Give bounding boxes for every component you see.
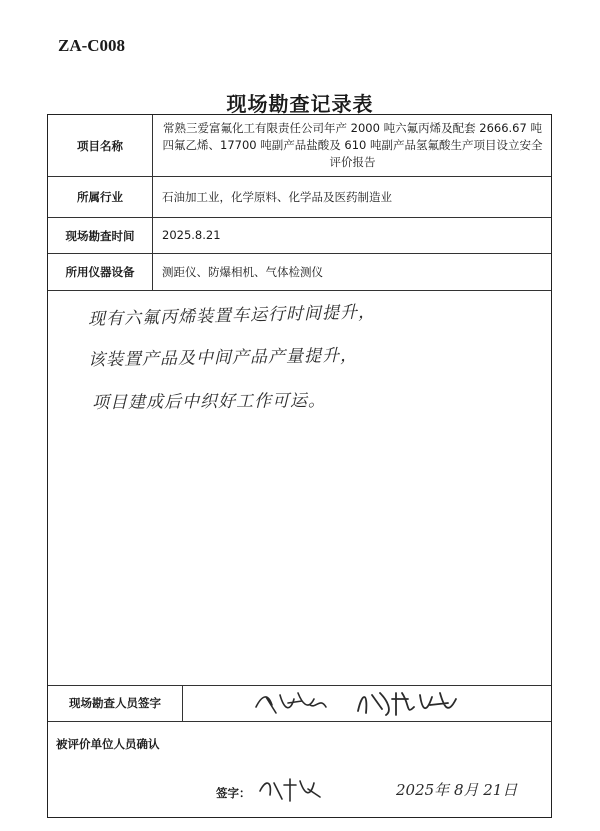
handwritten-note-line: 项目建成后中织好工作可运。: [91, 390, 327, 414]
handwritten-notes-area: [48, 291, 551, 686]
table-row-industry: [48, 177, 551, 218]
confirmation-label: 被评价单位人员确认: [56, 737, 160, 751]
project-name-value: 常熟三爱富氟化工有限责任公司年产 2000 吨六氟丙烯及配套 2666.67 吨四氟乙烯、17700 吨副产品盐酸及 610 吨副产品氢氟酸生产项目设立安全评价报告: [162, 121, 543, 169]
handwritten-note-line: 该装置产品及中间产品产量提升，: [87, 345, 359, 371]
surveyor-signature-row: [48, 685, 551, 722]
project-name-label: 项目名称: [48, 115, 153, 176]
handwritten-signature-1: [250, 685, 340, 719]
confirmation-date: 2025年 8月 21日: [396, 781, 518, 799]
confirmation-section: [48, 721, 551, 817]
document-code: ZA-C008: [58, 36, 126, 55]
equipment-label: 所用仪器设备: [48, 254, 153, 290]
survey-time-label: 现场勘查时间: [48, 218, 153, 253]
table-row-project-name: [48, 115, 551, 177]
industry-value: 石油加工业，化学原料、化学品及医药制造业: [162, 189, 392, 204]
sign-label: 签字：: [216, 786, 251, 800]
survey-record-table: [47, 114, 552, 818]
table-row-survey-time: [48, 218, 551, 254]
surveyor-signature-label: 现场勘查人员签字: [48, 685, 183, 721]
confirmation-signature: [256, 773, 326, 803]
handwritten-note-line: 现有六氟丙烯装置车运行时间提升，: [87, 302, 377, 330]
surveyor-signature-area: [182, 685, 551, 721]
survey-time-value: 2025.8.21: [162, 228, 221, 242]
document-title: 现场勘查记录表: [226, 92, 374, 116]
handwritten-signature-2: [352, 685, 462, 719]
equipment-value: 测距仪、防爆相机、气体检测仪: [162, 264, 323, 279]
table-row-equipment: [48, 254, 551, 291]
industry-label: 所属行业: [48, 177, 153, 217]
